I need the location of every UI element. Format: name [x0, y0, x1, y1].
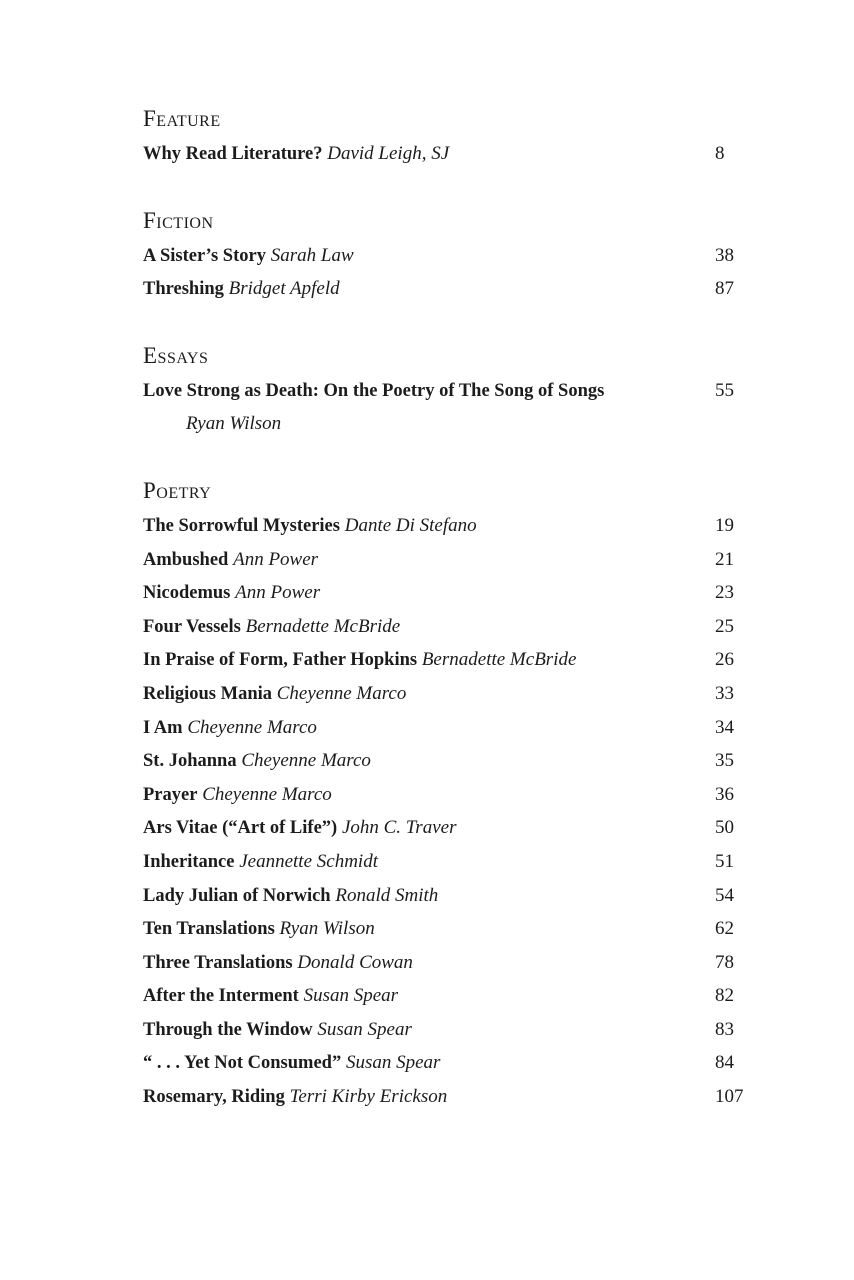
entry-title: Three Translations: [143, 952, 293, 973]
entry-page-number: 25: [715, 615, 734, 637]
entry-title: Rosemary, Riding: [143, 1087, 285, 1108]
toc-entry[interactable]: [143, 509, 763, 543]
entry-page-number: 107: [715, 1086, 744, 1108]
toc-entry[interactable]: [143, 744, 763, 778]
entry-title: St. Johanna: [143, 751, 237, 772]
toc-entry[interactable]: [143, 1080, 763, 1114]
entry-page-number: 83: [715, 1018, 734, 1040]
entry-title: Prayer: [143, 784, 198, 805]
entry-author: David Leigh, SJ: [327, 143, 450, 164]
entry-title: Ten Translations: [143, 919, 275, 940]
poetry-list: [143, 509, 763, 1114]
entry-page-number: 87: [715, 278, 734, 300]
table-of-contents: [143, 103, 763, 1148]
toc-entry[interactable]: [143, 1013, 763, 1047]
entry-author: Ryan Wilson: [186, 413, 282, 435]
entry-page-number: 50: [715, 817, 734, 839]
entry-page-number: 36: [715, 783, 734, 805]
entry-author: Jeannette Schmidt: [239, 850, 378, 872]
toc-entry[interactable]: [143, 374, 763, 408]
entry-author: Terri Kirby Erickson: [289, 1086, 448, 1108]
toc-entry[interactable]: [143, 576, 763, 610]
toc-entry[interactable]: [143, 946, 763, 980]
entry-author: Cheyenne Marco: [241, 750, 371, 772]
entry-author: Dante Di Stefano: [344, 514, 477, 536]
entry-page-number: 62: [715, 918, 734, 940]
entry-page-number: 55: [715, 379, 734, 401]
entry-title: Lady Julian of Norwich: [143, 885, 331, 906]
entry-author: John C. Traver: [341, 817, 457, 839]
entry-title: Ambushed: [143, 549, 229, 570]
entry-author: Bernadette McBride: [421, 649, 577, 671]
entry-title: I Am: [143, 717, 183, 738]
entry-title: Through the Window: [143, 1019, 313, 1040]
entry-title: In Praise of Form, Father Hopkins: [143, 650, 418, 671]
entry-author: Cheyenne Marco: [187, 716, 317, 738]
toc-entry[interactable]: [143, 811, 763, 845]
entry-author: Donald Cowan: [297, 951, 413, 973]
entry-page-number: 54: [715, 884, 734, 906]
entry-title: Nicodemus: [143, 583, 231, 604]
toc-entry[interactable]: [143, 912, 763, 946]
entry-page-number: 26: [715, 649, 734, 671]
section-heading: Feature: [143, 106, 221, 131]
section-fiction: [143, 205, 763, 306]
toc-entry[interactable]: [143, 979, 763, 1013]
entry-author: Cheyenne Marco: [276, 682, 407, 704]
entry-author: Susan Spear: [345, 1052, 441, 1074]
toc-entry[interactable]: [143, 239, 763, 273]
entry-title: Why Read Literature?: [143, 144, 323, 164]
entry-page-number: 19: [715, 514, 734, 536]
entry-title: A Sister’s Story: [143, 245, 266, 266]
entry-author: Cheyenne Marco: [202, 783, 332, 805]
entry-author: Ryan Wilson: [279, 918, 375, 940]
section-essays: [143, 340, 763, 441]
toc-entry[interactable]: [143, 845, 763, 879]
entry-page-number: 8: [715, 143, 725, 164]
entry-title: Inheritance: [143, 851, 235, 872]
toc-entry[interactable]: [143, 543, 763, 577]
entry-author: Susan Spear: [303, 985, 399, 1007]
section-heading: Essays: [143, 342, 209, 368]
entry-title: Four Vessels: [143, 616, 241, 637]
toc-entry[interactable]: [143, 677, 763, 711]
toc-entry[interactable]: [143, 137, 763, 171]
entry-page-number: 84: [715, 1052, 734, 1074]
entry-page-number: 34: [715, 716, 734, 738]
section-heading: Fiction: [143, 207, 214, 233]
toc-entry[interactable]: [143, 272, 763, 306]
entry-title: “ . . . Yet Not Consumed”: [143, 1053, 342, 1074]
section-feature: [143, 103, 763, 171]
entry-author: Ronald Smith: [335, 884, 439, 906]
toc-entry[interactable]: [143, 643, 763, 677]
entry-page-number: 21: [715, 548, 734, 570]
toc-entry[interactable]: [143, 778, 763, 812]
entry-author: Bernadette McBride: [245, 615, 401, 637]
entry-page-number: 35: [715, 750, 734, 772]
toc-entry[interactable]: [143, 711, 763, 745]
toc-entry[interactable]: [143, 610, 763, 644]
entry-title: Ars Vitae (“Art of Life”): [143, 818, 338, 839]
entry-title: The Sorrowful Mysteries: [143, 515, 340, 536]
entry-page-number: 78: [715, 951, 734, 973]
entry-page-number: 33: [715, 682, 734, 704]
toc-entry[interactable]: [143, 879, 763, 913]
section-heading: Poetry: [143, 477, 212, 503]
entry-title: After the Interment: [143, 986, 299, 1007]
entry-title: Threshing: [143, 279, 224, 300]
entry-title: Love Strong as Death: On the Poetry of The Song of Songs: [143, 380, 605, 401]
entry-author: Sarah Law: [270, 244, 354, 266]
section-poetry: [143, 475, 763, 1114]
entry-page-number: 38: [715, 244, 734, 266]
entry-author: Ann Power: [235, 582, 321, 604]
entry-author: Bridget Apfeld: [228, 278, 340, 300]
entry-page-number: 23: [715, 582, 734, 604]
entry-page-number: 82: [715, 985, 734, 1007]
entry-title: Religious Mania: [143, 683, 272, 704]
entry-page-number: 51: [715, 850, 734, 872]
entry-author: Ann Power: [233, 548, 319, 570]
entry-author: Susan Spear: [317, 1018, 412, 1040]
toc-entry[interactable]: [143, 1046, 763, 1080]
